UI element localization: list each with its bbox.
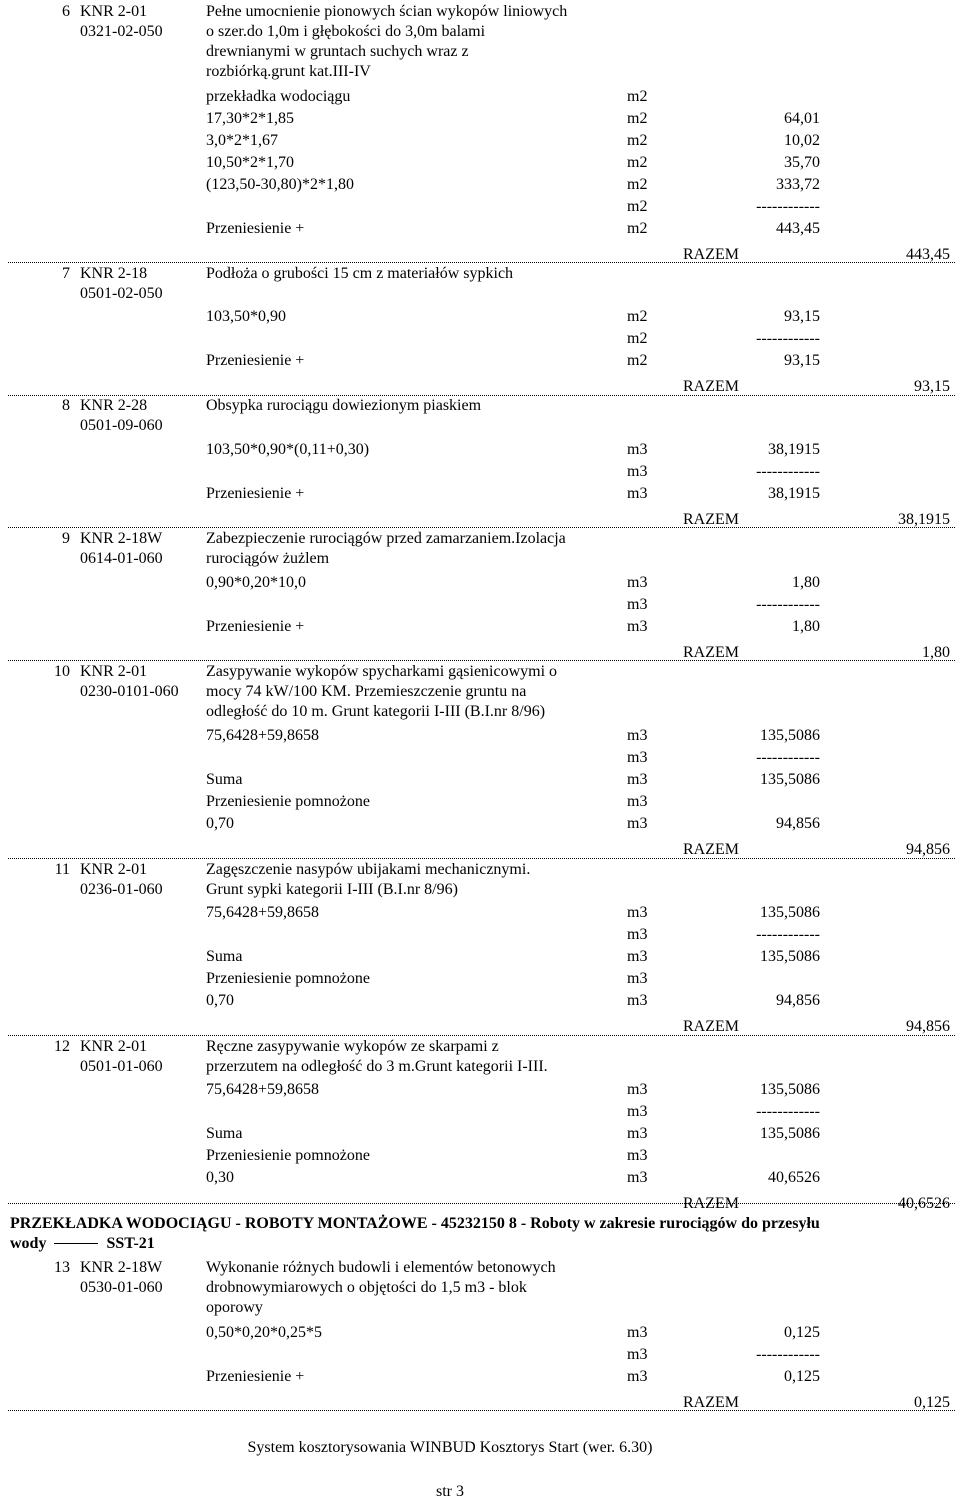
razem-label: RAZEM [683,1018,739,1035]
row-separator [8,1410,955,1411]
calc-unit: m2 [627,220,648,237]
razem-value: 93,15 [914,378,950,395]
calc-expression: 17,30*2*1,85 [206,110,294,127]
razem-value: 94,856 [906,1018,950,1035]
calc-value: 135,5086 [760,948,820,965]
norm-code: KNR 2-01 [80,1038,148,1055]
calc-value: 93,15 [784,352,820,369]
norm-number: 0614-01-060 [80,550,163,567]
calc-unit: m2 [627,154,648,171]
norm-number: 0501-02-050 [80,285,163,302]
row-separator [8,527,955,528]
item-number: 9 [62,530,70,547]
calc-value: 135,5086 [760,771,820,788]
row-separator [8,858,955,859]
razem-label: RAZEM [683,246,739,263]
calc-expression: 0,70 [206,815,234,832]
item-description-line: przerzutem na odległość do 3 m.Grunt kategorii I-III. [206,1058,548,1075]
item-description-line: rurociągów żużlem [206,550,330,567]
calc-unit: m3 [627,727,648,744]
calc-unit: m3 [627,1125,648,1142]
item-number: 8 [62,397,70,414]
calc-value: 10,02 [784,132,820,149]
norm-number: 0501-01-060 [80,1058,163,1075]
calc-value: 135,5086 [760,1125,820,1142]
razem-value: 0,125 [914,1394,950,1411]
row-separator [8,660,955,661]
item-description-line: Pełne umocnienie pionowych ścian wykopów liniowych [206,3,568,20]
calc-expression: Przeniesienie pomnożone [206,1147,370,1164]
calc-expression: 103,50*0,90*(0,11+0,30) [206,441,370,458]
calc-unit: m3 [627,596,648,613]
razem-value: 94,856 [906,841,950,858]
calc-unit: m3 [627,749,648,766]
calc-unit: m2 [627,110,648,127]
norm-code: KNR 2-01 [80,861,148,878]
section-heading-code: SST-21 [106,1235,155,1252]
razem-label: RAZEM [683,378,739,395]
footer-page-number: str 3 [436,1483,464,1500]
calc-unit: m3 [627,1346,648,1363]
norm-code: KNR 2-28 [80,397,148,414]
calc-unit: m3 [627,1081,648,1098]
calc-expression: 10,50*2*1,70 [206,154,294,171]
section-heading-line2 [10,1234,155,1253]
norm-code: KNR 2-18 [80,265,148,282]
item-number: 10 [54,663,70,680]
calc-unit: m3 [627,904,648,921]
razem-value: 40,6526 [898,1195,950,1212]
calc-unit: m2 [627,88,648,105]
calc-expression: Przeniesienie pomnożone [206,970,370,987]
calc-unit: m3 [627,1324,648,1341]
item-description-line: drewnianymi w gruntach suchych wraz z [206,43,469,60]
calc-value: 40,6526 [768,1169,820,1186]
item-description-line: Zasypywanie wykopów spycharkami gąsienicowymi o [206,663,558,680]
calc-value: ------------ [756,1346,820,1363]
item-description-line: Zabezpieczenie rurociągów przed zamarzaniem.Izolacja [206,530,566,547]
calc-unit: m3 [627,1368,648,1385]
calc-unit: m3 [627,815,648,832]
razem-label: RAZEM [683,1195,739,1212]
calc-value: 443,45 [776,220,820,237]
calc-expression: Przeniesienie + [206,618,305,635]
calc-expression: 103,50*0,90 [206,308,286,325]
item-number: 13 [54,1259,70,1276]
norm-code: KNR 2-18W [80,1259,163,1276]
calc-expression: Przeniesienie pomnożone [206,793,370,810]
row-separator [8,1203,955,1204]
calc-value: ------------ [756,1103,820,1120]
razem-label: RAZEM [683,644,739,661]
calc-expression: Przeniesienie + [206,1368,305,1385]
calc-unit: m3 [627,441,648,458]
row-separator [8,395,955,396]
calc-expression: (123,50-30,80)*2*1,80 [206,176,354,193]
norm-number: 0501-09-060 [80,417,163,434]
calc-unit: m3 [627,970,648,987]
item-description-line: drobnowymiarowych o objętości do 1,5 m3 - blok [206,1279,527,1296]
calc-value: 94,856 [776,992,820,1009]
footer-software: System kosztorysowania WINBUD Kosztorys Start (wer. 6.30) [247,1439,653,1456]
calc-unit: m2 [627,132,648,149]
item-number: 12 [54,1038,70,1055]
calc-unit: m3 [627,574,648,591]
calc-value: ------------ [756,330,820,347]
calc-expression: 3,0*2*1,67 [206,132,278,149]
calc-value: ------------ [756,198,820,215]
item-number: 7 [62,265,70,282]
calc-value: 333,72 [776,176,820,193]
calc-unit: m3 [627,793,648,810]
calc-unit: m3 [627,771,648,788]
item-description-line: o szer.do 1,0m i głębokości do 3,0m balami [206,23,486,40]
calc-unit: m2 [627,308,648,325]
item-description-line: Ręczne zasypywanie wykopów ze skarpami z [206,1038,499,1055]
calc-value: ------------ [756,596,820,613]
item-description-line: rozbiórką.grunt kat.III-IV [206,63,371,80]
norm-number: 0530-01-060 [80,1279,163,1296]
item-description-line: Wykonanie różnych budowli i elementów betonowych [206,1259,556,1276]
calc-unit: m3 [627,463,648,480]
razem-value: 38,1915 [898,511,950,528]
calc-expression: Suma [206,771,243,788]
item-number: 6 [62,3,70,20]
calc-unit: m3 [627,1147,648,1164]
norm-code: KNR 2-01 [80,663,148,680]
calc-unit: m3 [627,926,648,943]
razem-value: 1,80 [922,644,950,661]
calc-unit: m3 [627,1103,648,1120]
calc-expression: 75,6428+59,8658 [206,727,320,744]
item-description-line: odległość do 10 m. Grunt kategorii I-III (B.I.nr 8/96) [206,703,546,720]
calc-value: 0,125 [784,1324,820,1341]
razem-label: RAZEM [683,841,739,858]
calc-value: 1,80 [792,618,820,635]
calc-expression: Przeniesienie + [206,220,305,237]
calc-value: 38,1915 [768,441,820,458]
calc-expression: Suma [206,1125,243,1142]
norm-code: KNR 2-01 [80,3,148,20]
calc-expression: 0,30 [206,1169,234,1186]
item-description-line: Grunt sypki kategorii I-III (B.I.nr 8/96) [206,881,458,898]
calc-unit: m2 [627,330,648,347]
item-description-line: oporowy [206,1299,263,1316]
item-description-line: Zagęszczenie nasypów ubijakami mechanicznymi. [206,861,531,878]
calc-expression: 0,50*0,20*0,25*5 [206,1324,322,1341]
calc-value: 94,856 [776,815,820,832]
calc-expression: 75,6428+59,8658 [206,1081,320,1098]
section-heading-prefix: wody [10,1235,47,1252]
calc-value: 93,15 [784,308,820,325]
item-description-line: mocy 74 kW/100 KM. Przemieszczenie gruntu na [206,683,527,700]
norm-number: 0230-0101-060 [80,683,179,700]
calc-value: ------------ [756,749,820,766]
calc-value: ------------ [756,926,820,943]
calc-value: 35,70 [784,154,820,171]
item-description-line: Podłoża o grubości 15 cm z materiałów sypkich [206,265,514,282]
calc-value: ------------ [756,463,820,480]
calc-value: 38,1915 [768,485,820,502]
section-heading-line1: PRZEKŁADKA WODOCIĄGU - ROBOTY MONTAŻOWE - 45232150 8 - Roboty w zakresie rurociągów do przesyłu [10,1215,820,1232]
calc-unit: m2 [627,352,648,369]
calc-value: 135,5086 [760,904,820,921]
section-heading-rule [54,1243,98,1244]
calc-expression: 0,90*0,20*10,0 [206,574,306,591]
calc-value: 1,80 [792,574,820,591]
calc-unit: m3 [627,1169,648,1186]
calc-expression: Przeniesienie + [206,352,305,369]
row-separator [8,262,955,263]
calc-value: 135,5086 [760,727,820,744]
razem-label: RAZEM [683,1394,739,1411]
calc-unit: m3 [627,618,648,635]
item-description-line: Obsypka rurociągu dowiezionym piaskiem [206,397,482,414]
calc-expression: 75,6428+59,8658 [206,904,320,921]
item-number: 11 [54,861,70,878]
calc-unit: m2 [627,198,648,215]
calc-expression: Suma [206,948,243,965]
calc-unit: m3 [627,992,648,1009]
razem-label: RAZEM [683,511,739,528]
norm-number: 0321-02-050 [80,23,163,40]
calc-value: 0,125 [784,1368,820,1385]
norm-number: 0236-01-060 [80,881,163,898]
calc-unit: m3 [627,948,648,965]
calc-value: 135,5086 [760,1081,820,1098]
row-separator [8,1035,955,1036]
calc-unit: m2 [627,176,648,193]
calc-value: 64,01 [784,110,820,127]
razem-value: 443,45 [906,246,950,263]
norm-code: KNR 2-18W [80,530,163,547]
calc-expression: 0,70 [206,992,234,1009]
calc-unit: m3 [627,485,648,502]
calc-expression: Przeniesienie + [206,485,305,502]
calc-expression: przekładka wodociągu [206,88,351,105]
